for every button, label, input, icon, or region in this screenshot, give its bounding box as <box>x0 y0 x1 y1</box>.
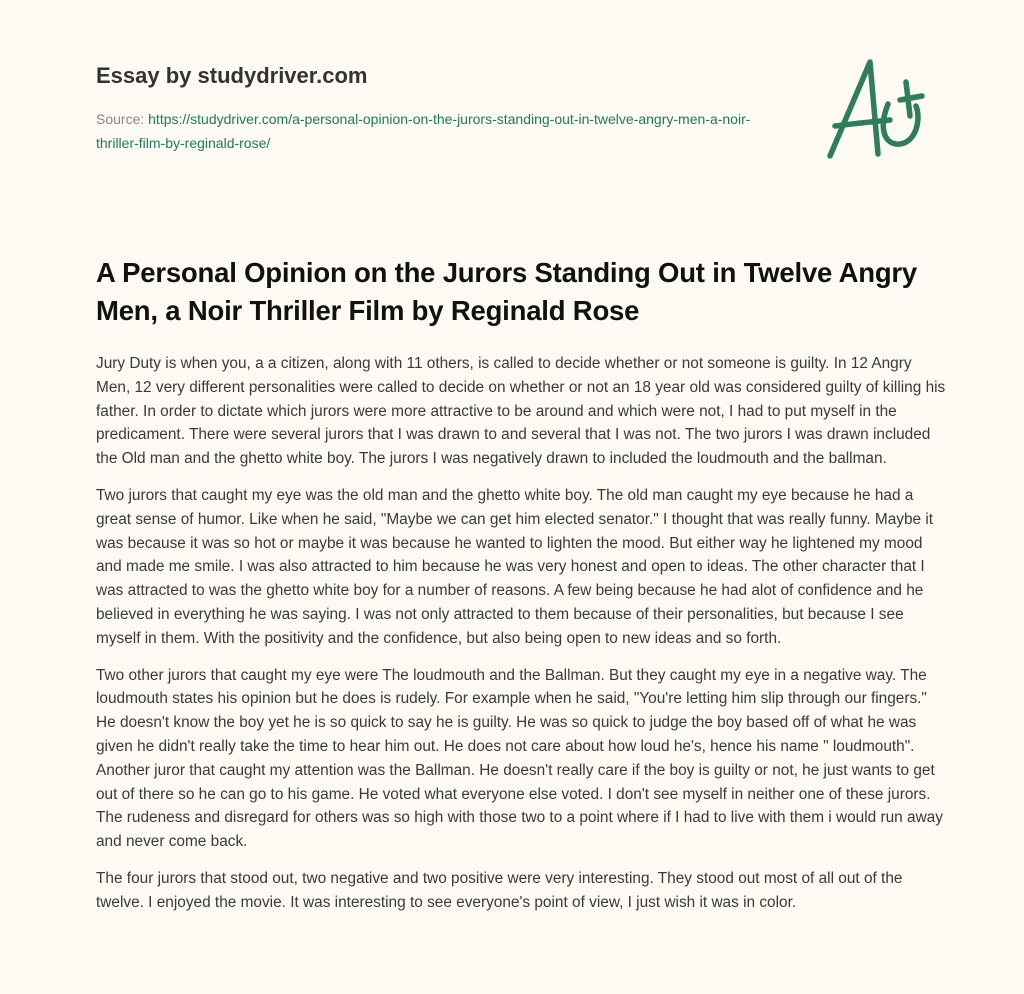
essay-paragraph: The four jurors that stood out, two negative and two positive were very interesting. They stood out most of all out of the twelve. I enjoyed the movie. It was interesting to see everyone's point of view, I just wish it was in color. <box>96 869 903 911</box>
site-title: Essay by studydriver.com <box>96 63 368 88</box>
source-link[interactable]: https://studydriver.com/a-personal-opinion-on-the-jurors-standing-out-in-twelve-angry-men-a-noir-thriller-film-by-reginald-rose/ <box>96 111 751 151</box>
essay-paragraph: Two jurors that caught my eye was the old man and the ghetto white boy. The old man caught my eye because he had a great sense of humor. Like when he said, "Maybe we can get him elected senator." I thought that was really funny. Maybe it was because it was so hot or maybe it was because he wanted to lighten the mood. But either way he lightened my mood and made me smile. I was also attracted to him because he was very honest and open to ideas. The other character that I was attracted to was the ghetto white boy for a number of reasons. A few being because he had alot of confidence and he believed in everything he was saying. I was not only attracted to them because of their personalities, but because I see myself in them. With the positivity and the confidence, but also being open to new ideas and so forth. <box>96 486 934 647</box>
source-label: Source: <box>96 111 145 127</box>
source-line <box>96 107 756 155</box>
essay-paragraph: Two other jurors that caught my eye were The loudmouth and the Ballman. But they caught my eye in a negative way. The loudmouth states his opinion but he does is rudely. For example when he said, "You're letting him slip through our fingers." He doesn't know the boy yet he is so quick to say he is guilty. He was so quick to judge the boy based off of what he was given he didn't really take the time to hear him out. He does not care about how loud he's, hence his name " loudmouth". Another juror that caught my attention was the Ballman. He doesn't really care if the boy is guilty or not, he just wants to get out of there so he can go to his game. He voted what everyone else voted. I don't see myself in neither one of these jurors. The rudeness and disregard for others was so high with those two to a point where if I had to live with them i would run away and never come back. <box>96 666 943 851</box>
essay-title: A Personal Opinion on the Jurors Standing Out in Twelve Angry Men, a Noir Thriller Film by Reginald Rose <box>96 257 918 326</box>
a-plus-grade-icon <box>820 44 940 164</box>
essay-paragraph: Jury Duty is when you, a a citizen, along with 11 others, is called to decide whether or not someone is guilty. In 12 Angry Men, 12 very different personalities were called to decide on whether or not an 18 year old was considered guilty of killing his father. In order to dictate which jurors were more attractive to be around and which were not, I had to put myself in the predicament. There were several jurors that I was drawn to and several that I was not. The two jurors I was drawn included the Old man and the ghetto white boy. The jurors I was negatively drawn to included the loudmouth and the ballman. <box>96 355 946 468</box>
page-header <box>96 60 756 155</box>
essay-body <box>96 352 946 928</box>
